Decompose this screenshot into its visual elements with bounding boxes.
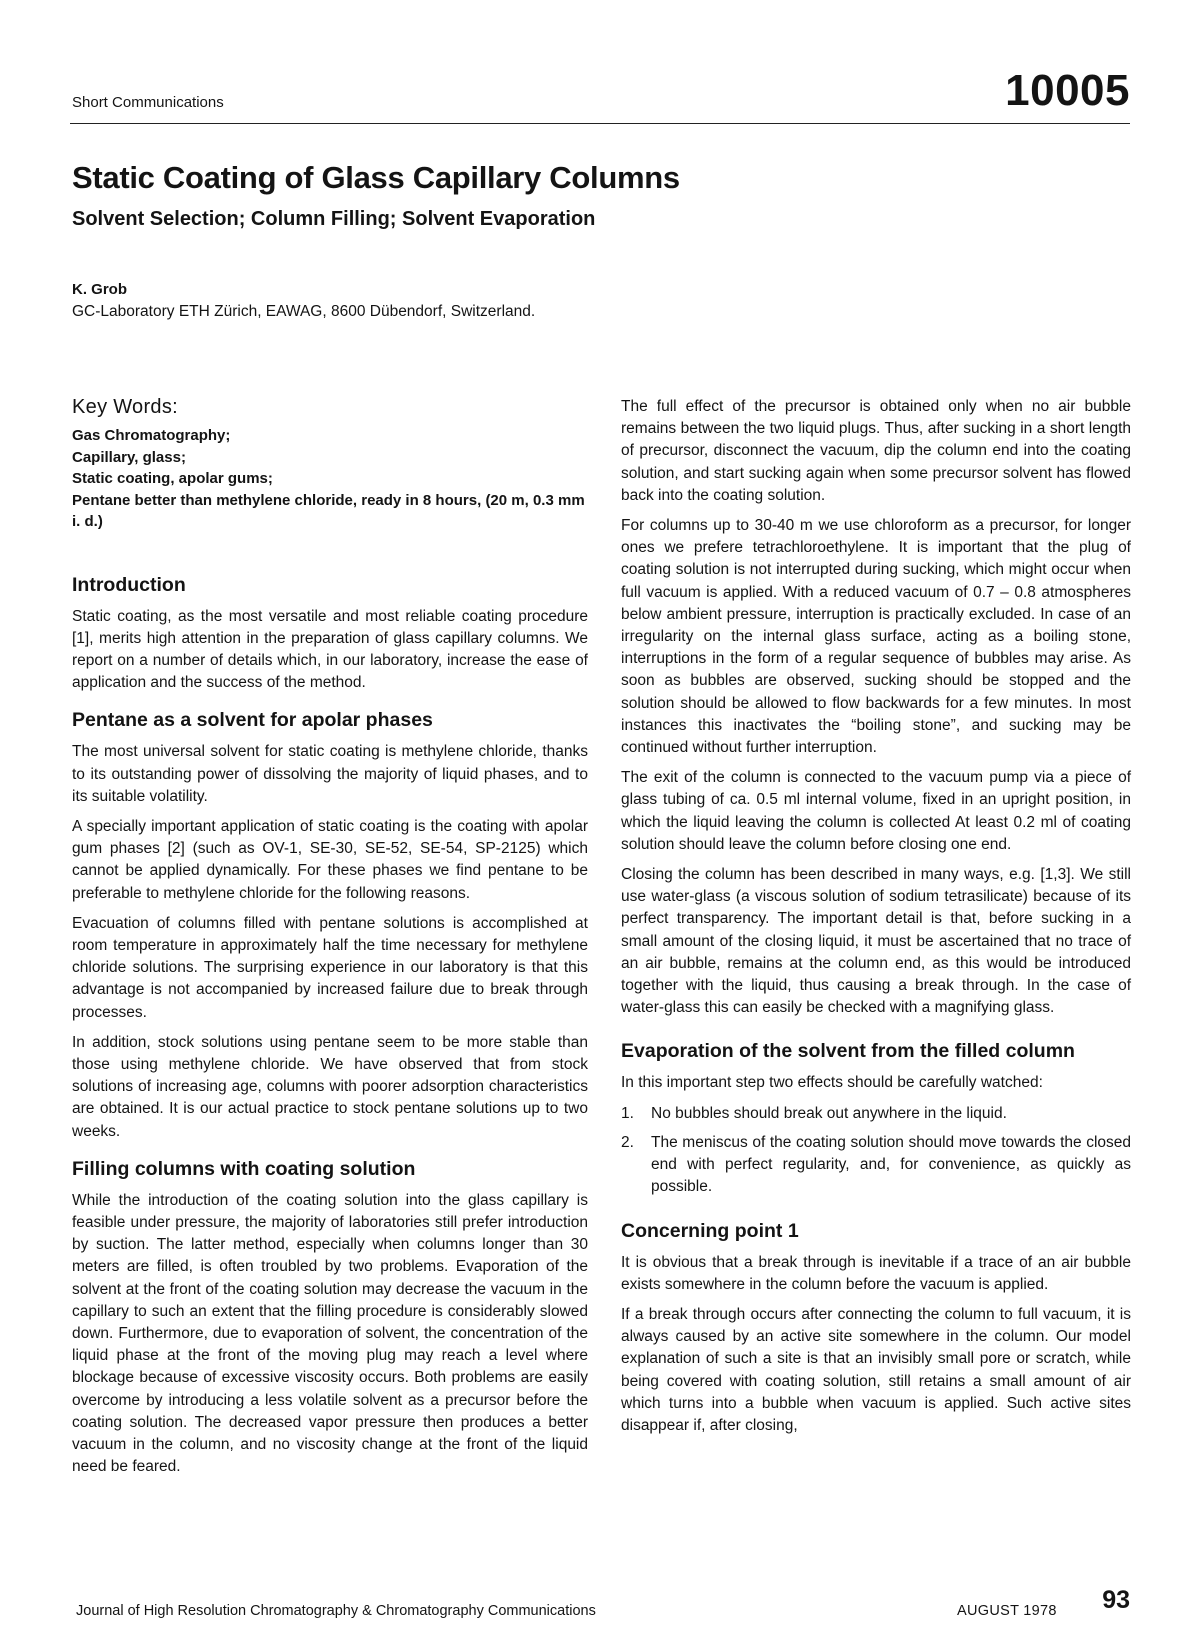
section-heading-pentane: Pentane as a solvent for apolar phases	[72, 709, 433, 732]
section-heading-filling: Filling columns with coating solution	[72, 1157, 416, 1180]
article-number: 10005	[1005, 66, 1130, 115]
keywords-heading: Key Words:	[72, 396, 178, 418]
evaporation-points-list	[621, 1103, 1131, 1199]
article-title: Static Coating of Glass Capillary Columns	[72, 160, 680, 195]
keyword-item: Gas Chromatography;	[72, 427, 231, 444]
section-heading-point1: Concerning point 1	[621, 1219, 799, 1242]
footer-journal-name: Journal of High Resolution Chromatography & Chromatography Communications	[76, 1603, 596, 1619]
body-paragraph: Static coating, as the most versatile and most reliable coating procedure [1], merits high attention in the preparation of glass capillary columns. We report on a number of details which, in our laboratory, increase the ease of application and the success of the method.	[72, 607, 588, 692]
list-item	[621, 1103, 1131, 1125]
body-paragraph: The most universal solvent for static coating is methylene chloride, thanks to its outstanding power of dissolving the majority of liquid phases, and to its suitable volatility.	[72, 743, 588, 805]
list-item-text: The meniscus of the coating solution should move towards the closed end with perfect regularity, and, for convenience, as quickly as possible.	[651, 1133, 1131, 1196]
body-paragraph: A specially important application of static coating is the coating with apolar gum phases [2] (such as OV-1, SE-30, SE-52, SE-54, SP-2125) which cannot be applied dynamically. For these phases we find pentane to be preferable to methylene chloride for the following reasons.	[72, 817, 588, 902]
list-item-text: No bubbles should break out anywhere in the liquid.	[651, 1104, 1007, 1122]
section-heading-introduction: Introduction	[72, 573, 186, 596]
author-affiliation: GC-Laboratory ETH Zürich, EAWAG, 8600 Dübendorf, Switzerland.	[72, 303, 536, 320]
article-subtitle: Solvent Selection; Column Filling; Solvent Evaporation	[72, 208, 596, 230]
body-paragraph: It is obvious that a break through is inevitable if a trace of an air bubble exists somewhere in the column before the vacuum is applied.	[621, 1253, 1131, 1293]
left-column	[72, 396, 588, 1486]
running-header-section: Short Communications	[72, 94, 224, 111]
body-paragraph: In this important step two effects should be carefully watched:	[621, 1074, 1043, 1092]
list-item	[621, 1132, 1131, 1199]
author-name: K. Grob	[72, 281, 127, 298]
body-paragraph: In addition, stock solutions using pentane seem to be more stable than those using methylene chloride. We have observed that from stock solutions of increasing age, columns with poorer adsorption characteristics are obtained. It is our actual practice to stock pentane solutions up to two weeks.	[72, 1033, 588, 1140]
header-divider	[70, 123, 1130, 124]
right-column	[621, 396, 1131, 1445]
body-paragraph: For columns up to 30-40 m we use chloroform as a precursor, for longer ones we prefere tetrachloroethylene. It is important that the plug of coating solution is not interrupted during sucking, which might occur when full vacuum is applied. With a reduced vacuum of 0.7 – 0.8 atmospheres below ambient pressure, interruption is practically excluded. In case of an irregularity on the internal glass surface, acting as a boiling stone, interruptions in the form of a regular sequence of bubbles may arise. As soon as bubbles are observed, sucking should be stopped and the solution should be allowed to flow backwards for a few minutes. In most instances this inactivates the “boiling stone”, and sucking may be continued without further interruption.	[621, 517, 1131, 757]
body-paragraph: Closing the column has been described in many ways, e.g. [1,3]. We still use water-glass (a viscous solution of sodium tetrasilicate) because of its perfect transparency. The important detail is that, before sucking in a small amount of the closing liquid, it must be ascertained that no trace of an air bubble, remains at the column end, as this would be introduced together with the liquid, thus causing a break through. In the case of water-glass this can easily be checked with a magnifying glass.	[621, 866, 1131, 1017]
keyword-item: Pentane better than methylene chloride, ready in 8 hours, (20 m, 0.3 mm i. d.)	[72, 491, 585, 530]
body-paragraph: The exit of the column is connected to the vacuum pump via a piece of glass tubing of ca. 0.5 ml internal volume, fixed in an upright position, in which the liquid leaving the column is collected At least 0.2 ml of coating solution should leave the column before closing one end.	[621, 769, 1131, 853]
keyword-item: Capillary, glass;	[72, 448, 186, 466]
body-paragraph: While the introduction of the coating solution into the glass capillary is feasible under pressure, the majority of laboratories still prefer introduction by suction. The latter method, especially when columns longer than 30 meters are filled, is often troubled by two problems. Evaporation of the solvent at the front of the coating solution may decrease the vacuum in the capillary to such an extent that the filling procedure is considerably slowed down. Furthermore, due to evaporation of solvent, the concentration of the liquid phase at the front of the moving plug may reach a level where blockage because of excessive viscosity occurs. Both problems are easily overcome by introducing a less volatile solvent as a precursor before the coating solution. The decreased vapor pressure then produces a better vacuum in the column, and no viscosity change at the front of the liquid need be feared.	[72, 1191, 588, 1476]
body-paragraph: If a break through occurs after connecting the column to full vacuum, it is always caused by an active site somewhere in the column. Our model explanation of such a site is that an invisibly small pore or scratch, while being covered with coating solution, still retains a small amount of air which turns into a bubble when vacuum is applied. Such active sites disappear if, after closing,	[621, 1305, 1131, 1434]
footer-issue-date: AUGUST 1978	[957, 1603, 1057, 1619]
keywords-list	[72, 425, 588, 533]
page-number: 93	[1102, 1586, 1130, 1614]
list-item-number: 1.	[621, 1104, 634, 1122]
list-item-number: 2.	[621, 1133, 634, 1151]
keyword-item: Static coating, apolar gums;	[72, 470, 273, 487]
body-paragraph: The full effect of the precursor is obtained only when no air bubble remains between the two liquid plugs. Thus, after sucking in a short length of precursor, disconnect the vacuum, dip the column end into the coating solution, and start sucking again when some precursor solvent has flowed back into the coating solution.	[621, 398, 1131, 504]
section-heading-evaporation: Evaporation of the solvent from the filled column	[621, 1040, 1075, 1063]
body-paragraph: Evacuation of columns filled with pentane solutions is accomplished at room temperature in approximately half the time necessary for methylene chloride solutions. The surprising experience in our laboratory is that this advantage is not accompanied by increased failure due to break through processes.	[72, 914, 588, 1021]
